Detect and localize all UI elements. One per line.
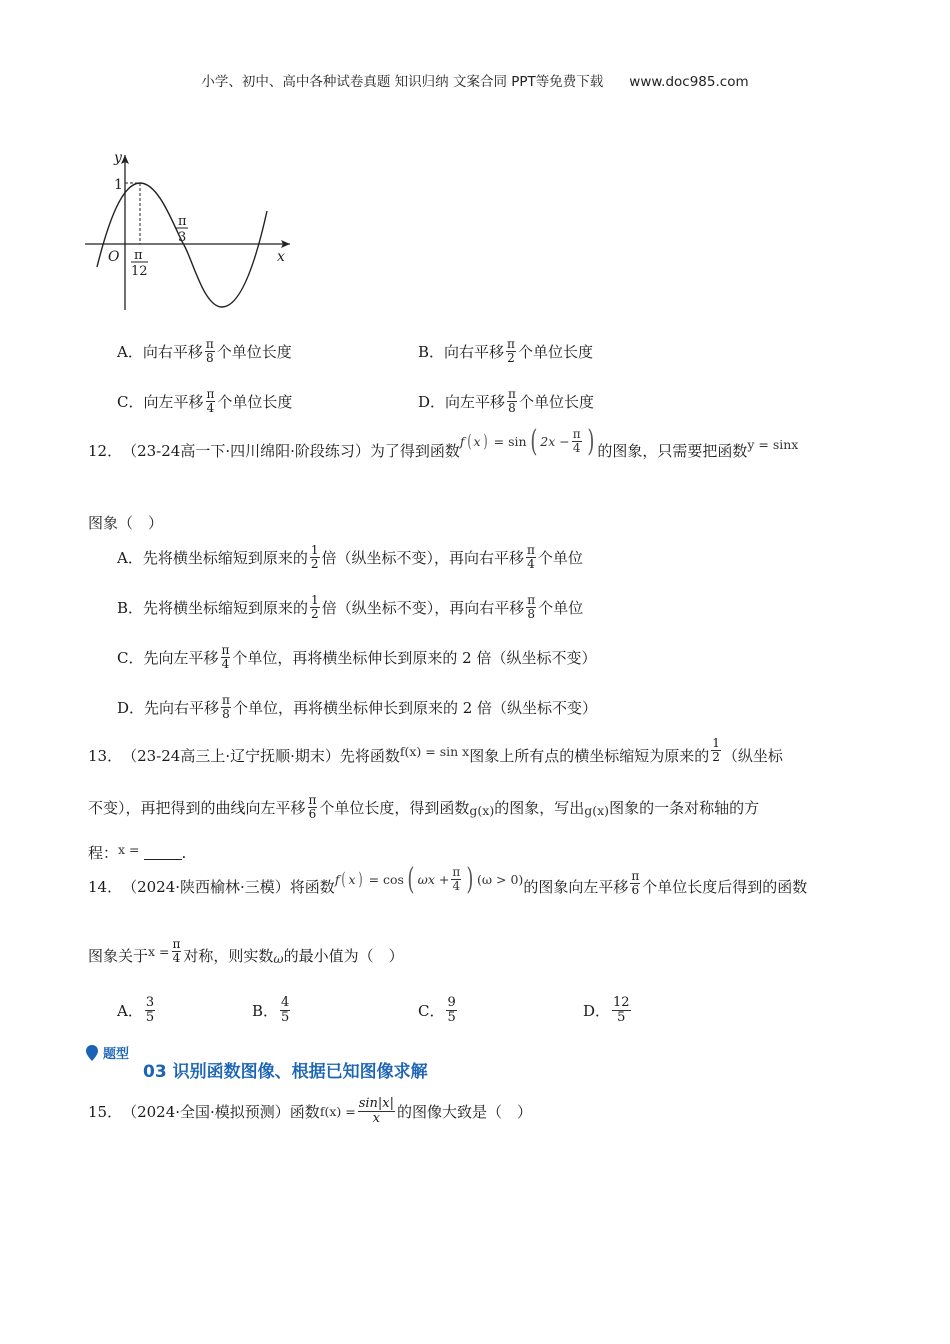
option-text: 先将横坐标缩短到原来的 <box>142 548 308 567</box>
header-text: 小学、初中、高中各种试卷真题 知识归纳 文案合同 PPT等免费下载 <box>201 74 604 90</box>
question-text: 对称，则实数 <box>183 947 274 965</box>
q14-option-d[interactable] <box>583 996 633 1024</box>
math-var: x = <box>118 842 140 857</box>
math-g: g(x) <box>584 802 610 818</box>
fraction <box>145 996 155 1024</box>
option-letter: D． <box>418 392 446 411</box>
math-condition: (ω > 0) <box>476 872 524 887</box>
origin-label: O <box>108 249 120 265</box>
option-text: 先向左平移 <box>143 648 219 667</box>
frac-num: π <box>205 337 214 351</box>
option-letter: A． <box>117 548 143 567</box>
frac-den: 2 <box>311 606 319 621</box>
question-text: 的图像大致是（ ） <box>397 1102 533 1121</box>
fraction <box>358 1097 395 1125</box>
question-text: 图象关于 <box>88 947 149 965</box>
frac-den: 5 <box>281 1009 290 1025</box>
frac-num: π <box>507 337 515 351</box>
question-text: 图象的一条对称轴的方 <box>609 798 760 817</box>
frac-den: 4 <box>221 656 230 671</box>
question-text: . <box>181 843 187 862</box>
frac-den: 8 <box>222 706 230 721</box>
q11-option-c[interactable] <box>117 388 292 414</box>
frac-num: sin|x| <box>358 1096 394 1111</box>
frac-num: π <box>221 643 230 657</box>
pi3-num: π <box>178 214 187 229</box>
option-text: 个单位长度 <box>217 392 293 411</box>
frac-num: 9 <box>447 995 456 1010</box>
fraction <box>310 544 320 570</box>
q14-stem-line2 <box>88 937 404 966</box>
q14-stem-line1 <box>88 861 808 897</box>
answer-blank[interactable] <box>144 845 182 860</box>
section-tag-label: 题型 <box>103 1047 130 1062</box>
location-pin-icon <box>85 1044 99 1062</box>
frac-den: 4 <box>527 556 535 571</box>
option-letter: C． <box>117 648 144 667</box>
q11-option-b[interactable] <box>418 338 593 364</box>
option-text: 个单位 <box>538 598 584 617</box>
q13-stem-line3 <box>88 842 186 863</box>
fraction <box>310 594 320 620</box>
y-label: y <box>114 150 122 166</box>
frac-den: 4 <box>452 879 461 893</box>
frac-num: π <box>527 593 536 607</box>
option-letter: D． <box>117 698 145 717</box>
x-label: x <box>277 249 285 265</box>
option-text: 个单位，再将横坐标伸长到原来的 2 倍（纵坐标不变） <box>232 698 598 717</box>
q15-stem <box>88 1097 532 1125</box>
q14-option-b[interactable] <box>252 996 292 1024</box>
option-text: 倍（纵坐标不变），再向右平移 <box>321 548 525 567</box>
fraction <box>446 996 456 1024</box>
frac-num: π <box>206 387 215 401</box>
pi12-den: 12 <box>131 264 148 279</box>
frac-den: x <box>372 1110 381 1126</box>
option-text: 个单位 <box>537 548 583 567</box>
frac-den: 2 <box>712 750 720 764</box>
option-letter: C． <box>117 392 144 411</box>
frac-den: 8 <box>205 350 214 365</box>
section-title: 03 识别函数图像、根据已知图像求解 <box>143 1062 428 1082</box>
frac-den: 6 <box>308 806 317 821</box>
question-text: 程： <box>88 844 119 862</box>
header-site: www.doc985.com <box>629 74 749 90</box>
q12-option-a[interactable] <box>117 544 583 570</box>
option-text: 个单位长度 <box>518 392 594 411</box>
one-label: 1 <box>114 177 123 193</box>
sine-graph <box>80 145 300 315</box>
frac-num: 12 <box>613 995 630 1010</box>
fraction <box>205 338 215 364</box>
question-number: 13． <box>88 747 123 765</box>
frac-num: 1 <box>310 543 319 557</box>
question-text: 的图象，只需要把函数 <box>597 442 748 460</box>
question-text: 图象上所有点的横坐标缩短为原来的 <box>469 747 710 765</box>
math-eq: = cos <box>368 872 404 887</box>
q12-base-function: y = sinx <box>747 437 799 452</box>
pi12-num: π <box>134 248 143 263</box>
question-number: 12． <box>88 442 123 460</box>
frac-den: 4 <box>206 400 215 415</box>
option-text: 个单位长度 <box>216 342 292 361</box>
q12-option-c[interactable] <box>117 644 596 670</box>
math-g: g(x) <box>469 802 495 818</box>
frac-den: 6 <box>631 883 640 897</box>
frac-num: π <box>508 387 516 401</box>
frac-num: 4 <box>281 995 290 1010</box>
question-source: （2024·全国·模拟预测）函数 <box>122 1102 320 1121</box>
option-letter: B． <box>252 1001 279 1020</box>
fraction <box>172 938 182 964</box>
fraction <box>572 428 582 454</box>
frac-den: 2 <box>310 556 319 571</box>
fraction <box>612 996 631 1024</box>
fraction <box>630 870 640 896</box>
option-letter: B． <box>418 342 445 361</box>
option-text: 个单位长度 <box>517 342 593 361</box>
frac-num: π <box>222 693 230 707</box>
option-text: 个单位，再将横坐标伸长到原来的 2 倍（纵坐标不变） <box>232 648 597 667</box>
question-text: 个单位长度后得到的函数 <box>642 878 808 896</box>
fraction <box>221 644 231 670</box>
fraction <box>506 338 516 364</box>
math-omega: ω <box>273 951 284 966</box>
math-func: f <box>334 872 340 887</box>
page-header <box>0 70 950 90</box>
frac-den: 5 <box>145 1009 155 1025</box>
q11-option-a[interactable] <box>117 338 292 364</box>
question-source: （23-24高一下·四川绵阳·阶段练习）为了得到函数 <box>122 442 460 460</box>
frac-den: 4 <box>572 441 581 455</box>
question-number: 15． <box>88 1102 123 1121</box>
q12-function: f ( x ) = sin ( 2x − $\frac{\pi}{4}$ ) <box>459 423 594 459</box>
q12-stem-line1 <box>88 423 799 461</box>
section-tag <box>85 1043 129 1062</box>
frac-den: 8 <box>508 400 516 415</box>
frac-num: 1 <box>712 736 720 751</box>
q12-option-d[interactable] <box>117 694 597 720</box>
sine-curve <box>97 183 267 307</box>
fraction <box>308 794 318 820</box>
q12-option-b[interactable] <box>117 594 583 620</box>
frac-num: π <box>308 793 317 807</box>
math-inner: 2x − <box>540 434 570 449</box>
fraction <box>526 594 536 620</box>
math-var: x <box>473 434 481 449</box>
q13-stem-line1 <box>88 736 783 766</box>
math-func: f <box>459 434 465 449</box>
math-var: x = <box>148 944 170 959</box>
frac-num: π <box>572 427 581 442</box>
option-text: 先将横坐标缩短到原来的 <box>143 598 309 617</box>
q14-option-a[interactable] <box>117 996 157 1024</box>
frac-num: π <box>631 869 640 884</box>
frac-den: 5 <box>617 1009 626 1025</box>
option-letter: A． <box>117 342 143 361</box>
question-text: 不变），再把得到的曲线向左平移 <box>88 798 306 817</box>
q14-function: f ( x ) = cos ( ωx + $\frac{\pi}{4}$ ) (ω > 0) <box>334 861 524 897</box>
option-text: 先向右平移 <box>144 698 220 717</box>
option-text: 倍（纵坐标不变），再向右平移 <box>321 598 525 617</box>
option-letter: B． <box>117 598 144 617</box>
math-inner: ωx + <box>417 872 450 887</box>
option-text: 向左平移 <box>143 392 204 411</box>
fraction <box>526 544 536 570</box>
frac-num: π <box>452 865 461 880</box>
option-text: 向右平移 <box>142 342 203 361</box>
option-text: 向左平移 <box>445 392 506 411</box>
frac-den: 8 <box>527 606 535 621</box>
frac-den: 4 <box>172 951 181 965</box>
fraction <box>711 737 721 763</box>
option-letter: A． <box>117 1001 143 1020</box>
fraction <box>280 996 290 1024</box>
question-text: （纵坐标 <box>722 747 783 765</box>
frac-den: 5 <box>447 1009 456 1025</box>
frac-num: 1 <box>311 593 319 607</box>
fraction <box>507 388 517 414</box>
q12-stem-line2: 图象（ ） <box>88 514 164 532</box>
q11-option-d[interactable] <box>418 388 594 414</box>
question-text: 个单位长度，得到函数 <box>319 798 470 817</box>
option-text: 向右平移 <box>444 342 505 361</box>
option-letter: D． <box>583 1001 611 1020</box>
math-var: x <box>348 872 356 887</box>
math-eq: = sin <box>493 434 527 449</box>
fraction <box>206 388 216 414</box>
q14-option-c[interactable] <box>418 996 459 1024</box>
q13-function: f(x) = sin x <box>399 744 470 759</box>
question-source: （23-24高三上·辽宁抚顺·期末）先将函数 <box>122 747 400 765</box>
question-source: （2024·陕西榆林·三模）将函数 <box>122 878 335 896</box>
question-text: 的图象，写出 <box>494 798 585 817</box>
frac-den: 2 <box>507 350 515 365</box>
frac-num: π <box>527 543 535 557</box>
question-text: 的最小值为（ ） <box>283 947 404 965</box>
fraction <box>221 694 231 720</box>
q13-stem-line2 <box>88 794 759 820</box>
question-text: 的图象向左平移 <box>523 878 629 896</box>
frac-num: π <box>172 937 181 952</box>
option-letter: C． <box>418 1001 445 1020</box>
fraction <box>451 866 461 892</box>
math-func: f(x) = <box>319 1103 356 1119</box>
frac-num: 3 <box>145 995 155 1010</box>
pi3-den: 3 <box>178 230 187 245</box>
question-number: 14． <box>88 878 123 896</box>
